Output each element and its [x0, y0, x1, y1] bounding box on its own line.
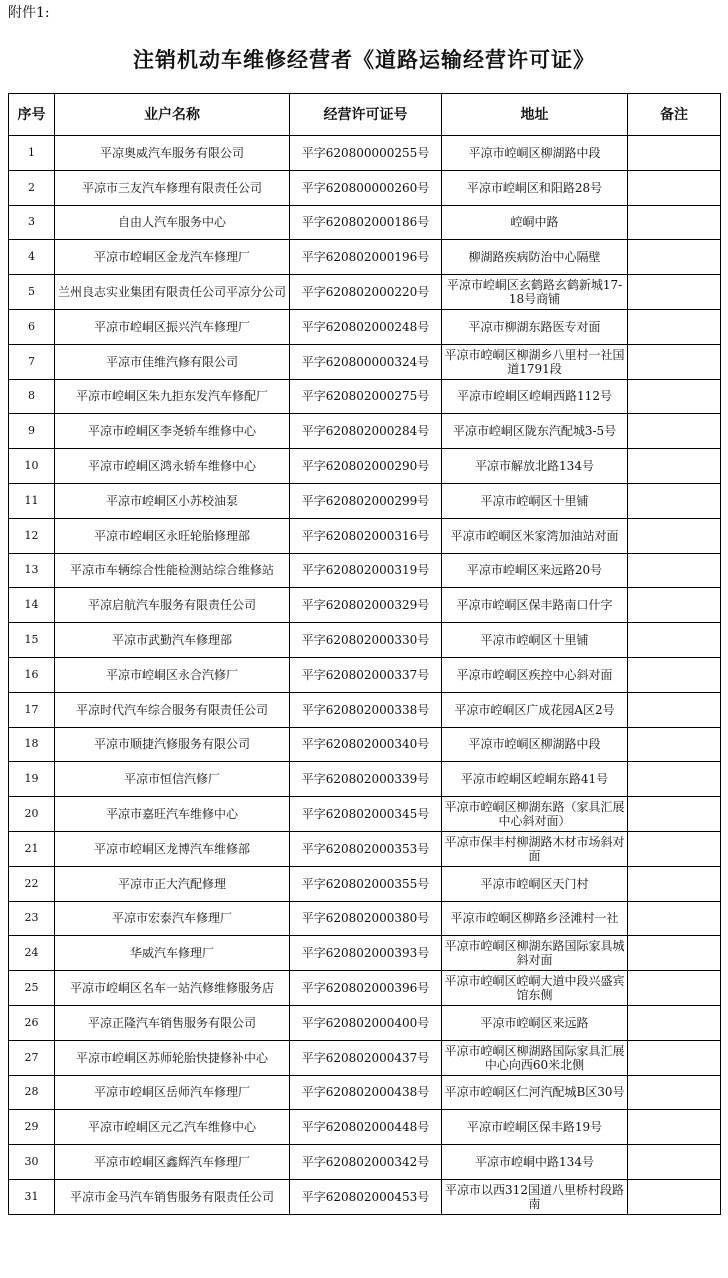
- table-row: [9, 344, 721, 379]
- cell-business-name: 平凉时代汽车综合服务有限责任公司: [55, 692, 290, 727]
- table-row: [9, 762, 721, 797]
- cell-address: 平凉市崆峒区柳湖路国际家具汇展中心向西60米北侧: [442, 1040, 628, 1075]
- cell-remark: [628, 901, 721, 936]
- cell-license-number: 平字620800000260号: [290, 170, 442, 205]
- cell-business-name: 平凉市恒信汽修厂: [55, 762, 290, 797]
- cell-address: 平凉市崆峒区来远路20号: [442, 553, 628, 588]
- cell-serial: 15: [9, 623, 55, 658]
- annex-label: 附件1:: [8, 5, 50, 21]
- cell-business-name: 平凉市崆峒区元乙汽车维修中心: [55, 1110, 290, 1145]
- cell-serial: 30: [9, 1145, 55, 1180]
- cell-address: 平凉市以西312国道八里桥村段路南: [442, 1179, 628, 1214]
- cell-business-name: 平凉市崆峒区振兴汽车修理厂: [55, 309, 290, 344]
- cell-remark: [628, 588, 721, 623]
- cell-license-number: 平字620802000345号: [290, 797, 442, 832]
- cell-address: 平凉市崆峒区柳湖路中段: [442, 136, 628, 171]
- header-address: 地址: [442, 94, 628, 136]
- table-row: [9, 483, 721, 518]
- cell-remark: [628, 379, 721, 414]
- cell-license-number: 平字620802000196号: [290, 240, 442, 275]
- cell-business-name: 平凉市崆峒区永旺轮胎修理部: [55, 518, 290, 553]
- table-row: [9, 205, 721, 240]
- cell-business-name: 平凉市武勤汽车修理部: [55, 623, 290, 658]
- document-title: 注销机动车维修经营者《道路运输经营许可证》: [133, 47, 595, 72]
- table-row: [9, 553, 721, 588]
- cell-license-number: 平字620802000337号: [290, 657, 442, 692]
- cell-business-name: 平凉市佳维汽修有限公司: [55, 344, 290, 379]
- cell-address: 平凉市崆峒区保丰路19号: [442, 1110, 628, 1145]
- cell-business-name: 平凉市正大汽配修理: [55, 866, 290, 901]
- cell-address: 平凉市崆峒区柳湖东路国际家具城斜对面: [442, 936, 628, 971]
- table-row: [9, 727, 721, 762]
- table-row: [9, 240, 721, 275]
- cell-remark: [628, 170, 721, 205]
- cell-serial: 3: [9, 205, 55, 240]
- cell-remark: [628, 1179, 721, 1214]
- table-row: [9, 1075, 721, 1110]
- cell-license-number: 平字620802000400号: [290, 1005, 442, 1040]
- cell-serial: 29: [9, 1110, 55, 1145]
- cell-serial: 28: [9, 1075, 55, 1110]
- cell-address: 平凉市崆峒区十里铺: [442, 483, 628, 518]
- cell-license-number: 平字620802000453号: [290, 1179, 442, 1214]
- cell-business-name: 平凉奥威汽车服务有限公司: [55, 136, 290, 171]
- cell-business-name: 平凉市顺捷汽修服务有限公司: [55, 727, 290, 762]
- cell-license-number: 平字620802000353号: [290, 831, 442, 866]
- cell-remark: [628, 971, 721, 1006]
- cell-address: 平凉市崆峒区柳湖乡八里村一社国道1791段: [442, 344, 628, 379]
- cell-remark: [628, 240, 721, 275]
- cell-business-name: 平凉市崆峒区龙博汽车维修部: [55, 831, 290, 866]
- cell-remark: [628, 1145, 721, 1180]
- table-row: [9, 518, 721, 553]
- cell-address: 平凉市崆峒区陇东汽配城3-5号: [442, 414, 628, 449]
- cell-business-name: 平凉市崆峒区名车一站汽修维修服务店: [55, 971, 290, 1006]
- cell-serial: 6: [9, 309, 55, 344]
- cell-remark: [628, 518, 721, 553]
- header-serial: 序号: [9, 94, 55, 136]
- cell-address: 平凉市崆峒区和阳路28号: [442, 170, 628, 205]
- cell-license-number: 平字620802000330号: [290, 623, 442, 658]
- cell-serial: 13: [9, 553, 55, 588]
- table-row: [9, 588, 721, 623]
- table-row: [9, 309, 721, 344]
- table-row: [9, 866, 721, 901]
- cell-license-number: 平字620802000340号: [290, 727, 442, 762]
- cell-address: 平凉市崆峒区玄鹤路玄鹤新城17-18号商铺: [442, 275, 628, 310]
- cell-address: 崆峒中路: [442, 205, 628, 240]
- cell-remark: [628, 1110, 721, 1145]
- cell-license-number: 平字620802000342号: [290, 1145, 442, 1180]
- cell-serial: 23: [9, 901, 55, 936]
- cell-license-number: 平字620802000393号: [290, 936, 442, 971]
- cell-serial: 2: [9, 170, 55, 205]
- cell-business-name: 平凉市崆峒区李尧轿车维修中心: [55, 414, 290, 449]
- cell-address: 平凉市崆峒区崆峒东路41号: [442, 762, 628, 797]
- cell-serial: 20: [9, 797, 55, 832]
- cell-address: 平凉市崆峒区崆峒西路112号: [442, 379, 628, 414]
- cell-remark: [628, 275, 721, 310]
- cell-serial: 19: [9, 762, 55, 797]
- cell-business-name: 平凉市崆峒区朱九拒东发汽车修配厂: [55, 379, 290, 414]
- table-row: [9, 797, 721, 832]
- cell-business-name: 平凉市崆峒区鑫辉汽车修理厂: [55, 1145, 290, 1180]
- cell-address: 平凉市崆峒区天门村: [442, 866, 628, 901]
- cell-business-name: 平凉市崆峒区鸿永轿车维修中心: [55, 449, 290, 484]
- cell-serial: 21: [9, 831, 55, 866]
- table-row: [9, 831, 721, 866]
- cell-serial: 12: [9, 518, 55, 553]
- cell-address: 平凉市解放北路134号: [442, 449, 628, 484]
- cell-serial: 11: [9, 483, 55, 518]
- cell-license-number: 平字620802000338号: [290, 692, 442, 727]
- cell-address: 平凉市崆峒区疾控中心斜对面: [442, 657, 628, 692]
- cell-address: 平凉市崆峒区广成花园A区2号: [442, 692, 628, 727]
- cell-license-number: 平字620802000316号: [290, 518, 442, 553]
- table-row: [9, 1110, 721, 1145]
- cell-serial: 16: [9, 657, 55, 692]
- cell-license-number: 平字620802000248号: [290, 309, 442, 344]
- cell-serial: 1: [9, 136, 55, 171]
- cell-business-name: 兰州良志实业集团有限责任公司平凉分公司: [55, 275, 290, 310]
- table-row: [9, 692, 721, 727]
- cell-business-name: 平凉市金马汽车销售服务有限责任公司: [55, 1179, 290, 1214]
- cell-business-name: 平凉市崆峒区岳师汽车修理厂: [55, 1075, 290, 1110]
- header-business-name: 业户名称: [55, 94, 290, 136]
- table-row: [9, 657, 721, 692]
- table-row: [9, 936, 721, 971]
- cell-business-name: 平凉市三友汽车修理有限责任公司: [55, 170, 290, 205]
- cell-serial: 31: [9, 1179, 55, 1214]
- cell-address: 平凉市崆峒中路134号: [442, 1145, 628, 1180]
- cell-business-name: 平凉市崆峒区小苏校油泵: [55, 483, 290, 518]
- table-row: [9, 379, 721, 414]
- cell-business-name: 平凉正隆汽车销售服务有限公司: [55, 1005, 290, 1040]
- cell-address: 平凉市崆峒区柳路乡泾滩村一社: [442, 901, 628, 936]
- table-row: [9, 275, 721, 310]
- cell-remark: [628, 136, 721, 171]
- table-row: [9, 136, 721, 171]
- table-row: [9, 170, 721, 205]
- cell-remark: [628, 483, 721, 518]
- cell-business-name: 平凉市崆峒区苏师轮胎快捷修补中心: [55, 1040, 290, 1075]
- cell-remark: [628, 797, 721, 832]
- cell-remark: [628, 692, 721, 727]
- table-row: [9, 414, 721, 449]
- cell-address: 平凉市保丰村柳湖路木材市场斜对面: [442, 831, 628, 866]
- cell-business-name: 平凉市车辆综合性能检测站综合维修站: [55, 553, 290, 588]
- cell-license-number: 平字620802000186号: [290, 205, 442, 240]
- cell-remark: [628, 205, 721, 240]
- table-row: [9, 449, 721, 484]
- cell-business-name: 华威汽车修理厂: [55, 936, 290, 971]
- cell-remark: [628, 727, 721, 762]
- cell-license-number: 平字620802000396号: [290, 971, 442, 1006]
- cell-serial: 18: [9, 727, 55, 762]
- cell-address: 平凉市崆峒区崆峒大道中段兴盛宾馆东侧: [442, 971, 628, 1006]
- header-license-number: 经营许可证号: [290, 94, 442, 136]
- table-row: [9, 901, 721, 936]
- cell-serial: 22: [9, 866, 55, 901]
- header-remark: 备注: [628, 94, 721, 136]
- cell-remark: [628, 936, 721, 971]
- cell-license-number: 平字620802000438号: [290, 1075, 442, 1110]
- table-row: [9, 1179, 721, 1214]
- table-row: [9, 1040, 721, 1075]
- cell-license-number: 平字620802000220号: [290, 275, 442, 310]
- cell-address: 平凉市崆峒区来远路: [442, 1005, 628, 1040]
- cell-serial: 14: [9, 588, 55, 623]
- table-row: [9, 971, 721, 1006]
- table-body: [9, 136, 721, 1215]
- cell-serial: 7: [9, 344, 55, 379]
- table-header-row: [9, 94, 721, 136]
- cell-license-number: 平字620802000299号: [290, 483, 442, 518]
- cell-serial: 8: [9, 379, 55, 414]
- cell-remark: [628, 449, 721, 484]
- cell-business-name: 平凉启航汽车服务有限责任公司: [55, 588, 290, 623]
- table-row: [9, 1005, 721, 1040]
- cell-license-number: 平字620802000319号: [290, 553, 442, 588]
- cell-license-number: 平字620802000437号: [290, 1040, 442, 1075]
- deregistration-table: [8, 93, 721, 1215]
- cell-remark: [628, 1005, 721, 1040]
- cell-license-number: 平字620802000355号: [290, 866, 442, 901]
- cell-license-number: 平字620802000339号: [290, 762, 442, 797]
- cell-license-number: 平字620802000284号: [290, 414, 442, 449]
- cell-address: 柳湖路疾病防治中心隔壁: [442, 240, 628, 275]
- cell-serial: 9: [9, 414, 55, 449]
- cell-address: 平凉市崆峒区仁河汽配城B区30号: [442, 1075, 628, 1110]
- cell-business-name: 平凉市崆峒区永合汽修厂: [55, 657, 290, 692]
- cell-serial: 17: [9, 692, 55, 727]
- cell-remark: [628, 762, 721, 797]
- cell-license-number: 平字620802000329号: [290, 588, 442, 623]
- cell-remark: [628, 1075, 721, 1110]
- cell-business-name: 平凉市嘉旺汽车维修中心: [55, 797, 290, 832]
- cell-serial: 4: [9, 240, 55, 275]
- cell-license-number: 平字620802000448号: [290, 1110, 442, 1145]
- cell-business-name: 自由人汽车服务中心: [55, 205, 290, 240]
- cell-license-number: 平字620800000255号: [290, 136, 442, 171]
- cell-business-name: 平凉市宏泰汽车修理厂: [55, 901, 290, 936]
- cell-license-number: 平字620802000290号: [290, 449, 442, 484]
- cell-address: 平凉市崆峒区柳湖东路（家具汇展中心斜对面）: [442, 797, 628, 832]
- cell-address: 平凉市崆峒区柳湖路中段: [442, 727, 628, 762]
- cell-address: 平凉市崆峒区保丰路南口什字: [442, 588, 628, 623]
- cell-address: 平凉市柳湖东路医专对面: [442, 309, 628, 344]
- cell-remark: [628, 657, 721, 692]
- cell-license-number: 平字620802000275号: [290, 379, 442, 414]
- cell-remark: [628, 831, 721, 866]
- cell-serial: 5: [9, 275, 55, 310]
- cell-serial: 10: [9, 449, 55, 484]
- cell-remark: [628, 309, 721, 344]
- cell-license-number: 平字620802000380号: [290, 901, 442, 936]
- cell-license-number: 平字620800000324号: [290, 344, 442, 379]
- cell-serial: 24: [9, 936, 55, 971]
- cell-remark: [628, 1040, 721, 1075]
- table-row: [9, 1145, 721, 1180]
- cell-remark: [628, 344, 721, 379]
- cell-serial: 25: [9, 971, 55, 1006]
- cell-address: 平凉市崆峒区十里铺: [442, 623, 628, 658]
- cell-business-name: 平凉市崆峒区金龙汽车修理厂: [55, 240, 290, 275]
- cell-remark: [628, 866, 721, 901]
- cell-remark: [628, 553, 721, 588]
- table-row: [9, 623, 721, 658]
- cell-serial: 27: [9, 1040, 55, 1075]
- cell-serial: 26: [9, 1005, 55, 1040]
- cell-remark: [628, 414, 721, 449]
- cell-address: 平凉市崆峒区米家湾加油站对面: [442, 518, 628, 553]
- cell-remark: [628, 623, 721, 658]
